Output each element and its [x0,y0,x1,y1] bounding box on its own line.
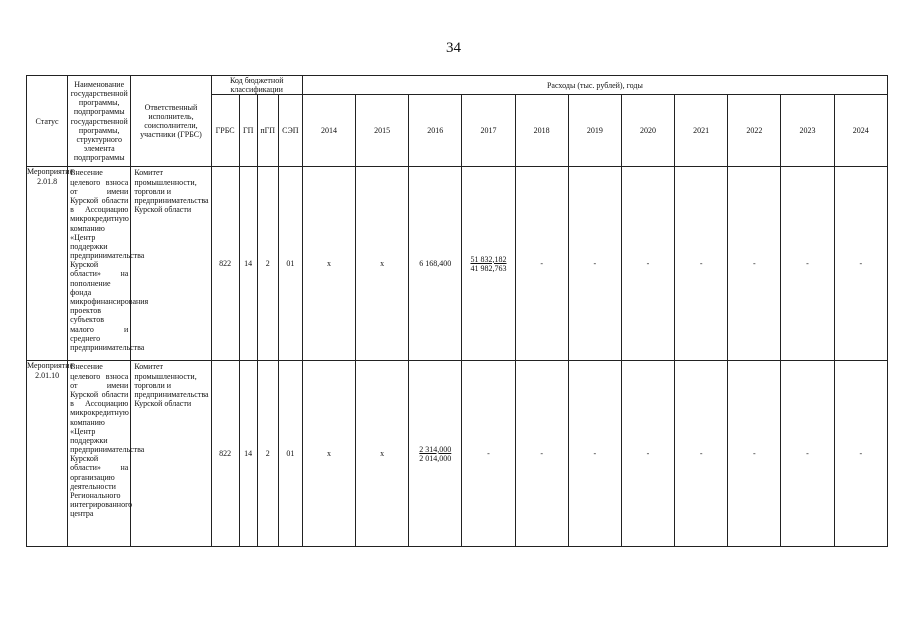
row-pgp: 2 [257,167,278,361]
row-name: Внесение целевого взноса от имени Курской области в Ассоциацию микрокредитную компанию «Центр поддержки предпринимательства Курской области» на пополнение фонда микрофинансирования проектов субъектов малого и среднего предпринимательства [68,167,131,361]
header-expenses-group: Расходы (тыс. рублей), годы [302,76,887,95]
row-value: - [675,167,728,361]
table-row [27,361,888,547]
value-secondary: 2 014,000 [419,453,452,463]
row-name: Внесение целевого взноса от имени Курской области в Ассоциацию микрокредитную компанию «Центр поддержки предпринимательства Курской области» на организацию деятельности Регионального интегрированного центра [68,361,131,547]
row-value: - [568,361,621,547]
row-value: х [302,361,355,547]
row-value: - [515,361,568,547]
header-status: Статус [27,76,68,167]
row-value-pair [462,167,515,361]
header-year: 2015 [356,95,409,167]
header-code-group: Код бюджетной классификации [211,76,302,95]
header-name: Наименование государственной программы, подпрограммы государственной программы, структурного элемента подпрограммы [68,76,131,167]
header-grbs: ГРБС [211,95,239,167]
row-grbs: 822 [211,167,239,361]
row-value: - [675,361,728,547]
row-value: - [728,167,781,361]
value-primary: 51 832,182 [470,254,507,264]
table-row [27,167,888,361]
header-pgp: пГП [257,95,278,167]
row-value: 6 168,400 [409,167,462,361]
row-sep: 01 [278,361,302,547]
row-value: х [356,167,409,361]
value-secondary: 41 982,763 [470,263,507,273]
row-gp: 14 [239,167,257,361]
header-year: 2018 [515,95,568,167]
header-year: 2014 [302,95,355,167]
row-value: - [515,167,568,361]
row-value: - [621,167,674,361]
row-value: - [781,361,834,547]
header-year: 2019 [568,95,621,167]
row-status: Мероприятие 2.01.8 [27,167,68,361]
row-value: - [728,361,781,547]
row-value: х [356,361,409,547]
value-primary: 2 314,000 [419,444,452,454]
row-responsible: Комитет промышленности, торговли и предпринимательства Курской области [131,361,211,547]
budget-table [26,75,888,547]
row-value: - [568,167,621,361]
row-value: - [834,167,887,361]
header-year: 2017 [462,95,515,167]
row-gp: 14 [239,361,257,547]
header-year: 2020 [621,95,674,167]
row-pgp: 2 [257,361,278,547]
header-year: 2022 [728,95,781,167]
row-grbs: 822 [211,361,239,547]
row-value: - [781,167,834,361]
page-number: 34 [446,40,461,56]
row-value: - [621,361,674,547]
header-sep: СЭП [278,95,302,167]
row-sep: 01 [278,167,302,361]
row-value: х [302,167,355,361]
header-year: 2021 [675,95,728,167]
header-year: 2023 [781,95,834,167]
row-responsible: Комитет промышленности, торговли и предпринимательства Курской области [131,167,211,361]
header-gp: ГП [239,95,257,167]
header-year: 2024 [834,95,887,167]
row-value: - [834,361,887,547]
header-year: 2016 [409,95,462,167]
row-value-pair [409,361,462,547]
row-value: - [462,361,515,547]
header-responsible: Ответственный исполнитель, соисполнители, участники (ГРБС) [131,76,211,167]
row-status: Мероприятие 2.01.10 [27,361,68,547]
